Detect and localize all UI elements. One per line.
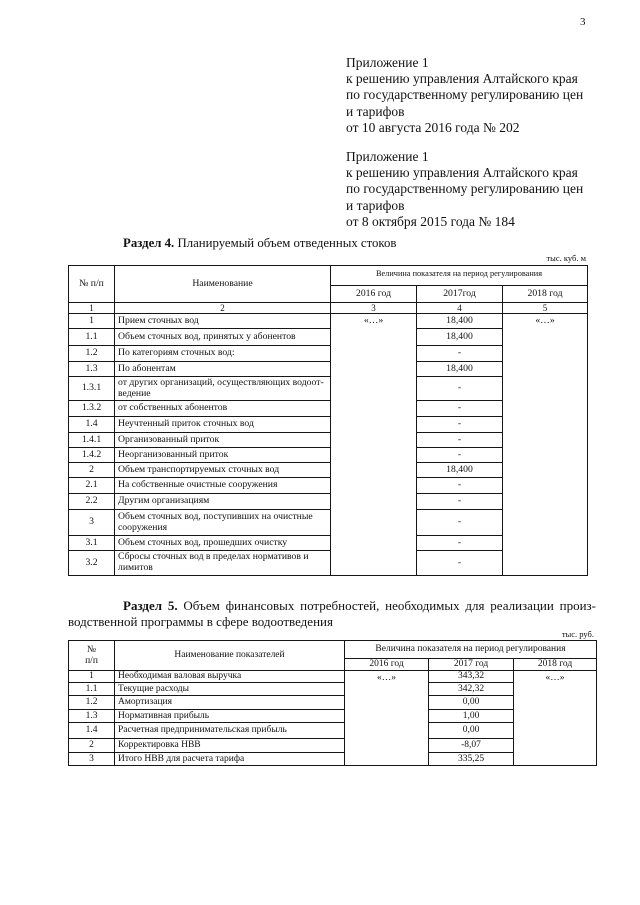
value-2017: - <box>417 510 503 536</box>
row-number: 1.3 <box>69 710 115 723</box>
value-2017: 343,32 <box>429 671 514 683</box>
value-2018: «…» <box>503 314 588 576</box>
column-number: 1 <box>69 303 115 314</box>
column-number: 3 <box>331 303 417 314</box>
row-number: 1.4.2 <box>69 448 115 463</box>
row-number: 1.3 <box>69 362 115 377</box>
value-2017: 0,00 <box>429 696 514 710</box>
column-header-number <box>69 641 115 671</box>
row-name: Амортизация <box>115 696 345 710</box>
column-header-2017: 2017 год <box>429 659 514 671</box>
value-2017: - <box>417 536 503 551</box>
row-name: Расчетная предпринимательская прибыль <box>115 723 345 739</box>
appendix-line: и тарифов <box>346 103 405 119</box>
row-name: Объем транспортируемых сточных вод <box>115 463 331 478</box>
row-name: Объем сточных вод, прошедших очистку <box>115 536 331 551</box>
row-name: Неорганизованный приток <box>115 448 331 463</box>
value-2017: - <box>417 401 503 417</box>
value-2017: 335,25 <box>429 753 514 766</box>
appendix-line: и тарифов <box>346 197 405 213</box>
value-2017: 18,400 <box>417 362 503 377</box>
section-5-unit: тыс. руб. <box>561 629 594 639</box>
row-name: Текущие расходы <box>115 683 345 696</box>
column-header-number-sign: № <box>86 645 97 656</box>
column-number-row <box>69 303 588 314</box>
row-name: от других организаций, осуществляющих водоотведение <box>115 377 331 401</box>
column-header-number: № п/п <box>69 266 115 303</box>
row-name: Корректировка НВВ <box>115 739 345 753</box>
section-4-heading <box>123 236 396 251</box>
row-number: 1 <box>69 314 115 329</box>
value-2017: 18,400 <box>417 314 503 329</box>
column-number: 2 <box>115 303 331 314</box>
row-name: Организованный приток <box>115 433 331 448</box>
row-number: 1.1 <box>69 329 115 346</box>
row-number: 3.1 <box>69 536 115 551</box>
row-number: 3 <box>69 753 115 766</box>
value-2017: - <box>417 551 503 576</box>
row-name: Объем сточных вод, поступивших на очистные сооружения <box>115 510 331 536</box>
row-number: 1.4 <box>69 417 115 433</box>
section-4-label: Раздел 4. <box>123 236 175 250</box>
value-2017: 0,00 <box>429 723 514 739</box>
appendix-block-previous <box>346 149 626 230</box>
column-header-name: Наименование <box>115 266 331 303</box>
value-2017: -8,07 <box>429 739 514 753</box>
value-2016: «…» <box>345 671 429 766</box>
appendix-block-current <box>346 55 626 136</box>
value-2017: - <box>417 494 503 510</box>
table-row <box>69 314 588 329</box>
section-5-title: Объем финансовых потребностей, необходимых для реализации производственной программы в сфере водоотведения <box>68 598 597 629</box>
row-number: 2.1 <box>69 478 115 494</box>
value-2017: - <box>417 433 503 448</box>
value-2017: 18,400 <box>417 329 503 346</box>
value-2018: «…» <box>514 671 597 766</box>
appendix-line: по государственному регулированию цен <box>346 181 584 197</box>
page-number: 3 <box>580 16 586 28</box>
column-number: 4 <box>417 303 503 314</box>
section-4-title: Планируемый объем отведенных стоков <box>177 236 397 250</box>
row-number: 2.2 <box>69 494 115 510</box>
row-name: Необходимая валовая выручка <box>115 671 345 683</box>
section-5-label: Раздел 5. <box>123 598 178 613</box>
row-name: По абонентам <box>115 362 331 377</box>
value-2017: - <box>417 417 503 433</box>
row-number: 2 <box>69 739 115 753</box>
column-header-name: Наименование показателей <box>115 641 345 671</box>
row-number: 1.4 <box>69 723 115 739</box>
appendix-date-line: от 10 августа 2016 года № 202 <box>346 119 520 135</box>
column-header-2017: 2017год <box>417 286 503 303</box>
row-name: Объем сточных вод, принятых у абонентов <box>115 329 331 346</box>
value-2017: - <box>417 478 503 494</box>
row-number: 1.2 <box>69 346 115 362</box>
value-2017: 1,00 <box>429 710 514 723</box>
row-number: 1.4.1 <box>69 433 115 448</box>
appendix-line: к решению управления Алтайского края <box>346 71 578 87</box>
row-number: 2 <box>69 463 115 478</box>
row-name: Прием сточных вод <box>115 314 331 329</box>
financial-needs-table <box>68 640 597 766</box>
section-5-heading <box>68 598 596 629</box>
appendix-line: по государственному регулированию цен <box>346 87 584 103</box>
row-name: Неучтенный приток сточных вод <box>115 417 331 433</box>
value-2016: «…» <box>331 314 417 576</box>
value-2017: - <box>417 346 503 362</box>
column-header-2016: 2016 год <box>331 286 417 303</box>
value-2017: 342,32 <box>429 683 514 696</box>
column-header-2018: 2018 год <box>514 659 597 671</box>
table-row <box>69 671 597 683</box>
value-2017: - <box>417 448 503 463</box>
appendix-title: Приложение 1 <box>346 149 429 164</box>
appendix-title: Приложение 1 <box>346 55 429 70</box>
row-name: По категориям сточных вод: <box>115 346 331 362</box>
table-header-row <box>69 266 588 286</box>
value-2017: - <box>417 377 503 401</box>
column-header-2018: 2018 год <box>503 286 588 303</box>
row-number: 1 <box>69 671 115 683</box>
row-name: На собственные очистные сооружения <box>115 478 331 494</box>
row-name: Итого НВВ для расчета тарифа <box>115 753 345 766</box>
row-number: 1.3.1 <box>69 377 115 401</box>
row-name: от собственных абонентов <box>115 401 331 417</box>
row-number: 3 <box>69 510 115 536</box>
appendix-date-line: от 8 октября 2015 года № 184 <box>346 213 515 229</box>
row-name: Другим организациям <box>115 494 331 510</box>
row-number: 3.2 <box>69 551 115 576</box>
value-2017: 18,400 <box>417 463 503 478</box>
table-header-row <box>69 641 597 659</box>
row-number: 1.2 <box>69 696 115 710</box>
section-4-unit: тыс. куб. м <box>546 253 586 263</box>
column-header-period: Величина показателя на период регулирования <box>331 266 588 286</box>
column-number: 5 <box>503 303 588 314</box>
appendix-line: к решению управления Алтайского края <box>346 165 578 181</box>
column-header-period: Величина показателя на период регулирования <box>345 641 597 659</box>
row-number: 1.3.2 <box>69 401 115 417</box>
row-number: 1.1 <box>69 683 115 696</box>
planned-wastewater-volume-table <box>68 265 588 576</box>
row-name: Нормативная прибыль <box>115 710 345 723</box>
column-header-number-abbr: п/п <box>85 655 98 666</box>
column-header-2016: 2016 год <box>345 659 429 671</box>
row-name: Сбросы сточных вод в пределах нормативов и лимитов <box>115 551 331 576</box>
